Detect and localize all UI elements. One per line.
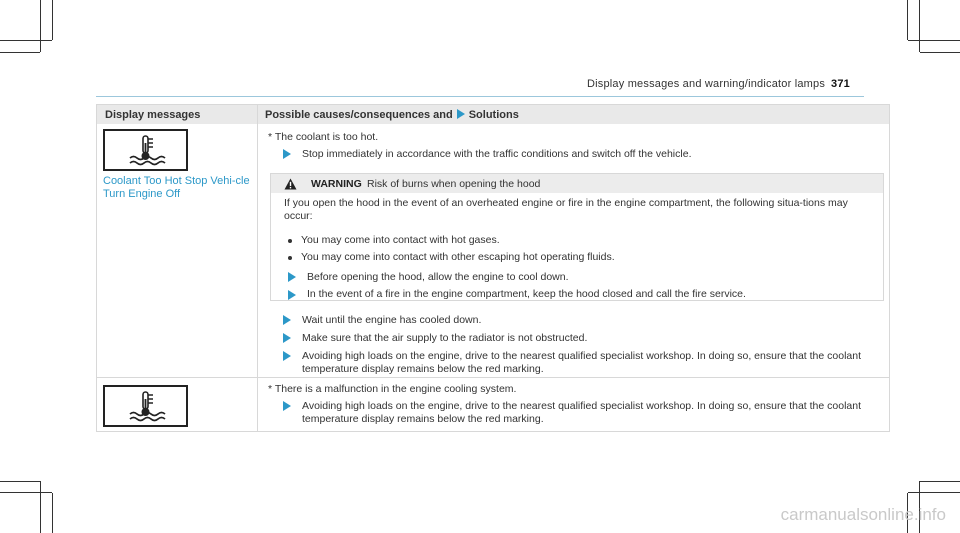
step-text: Avoiding high loads on the engine, drive to the nearest qualified specialist workshop. In doing so, ensure that the coolant temperature display remains below the red marking.: [302, 350, 862, 375]
table-header: [97, 105, 889, 124]
crop-mark: [908, 492, 960, 493]
arrow-right-icon: [288, 272, 296, 282]
warning-bullet: You may come into contact with other escaping hot operating fluids.: [301, 251, 615, 263]
coolant-temperature-icon: [103, 129, 188, 171]
arrow-right-icon: [283, 149, 291, 159]
crop-mark: [907, 0, 908, 40]
warning-step: In the event of a fire in the engine compartment, keep the hood closed and call the fire service.: [307, 288, 746, 300]
running-header: [587, 78, 850, 90]
cause-text: * The coolant is too hot.: [268, 131, 379, 143]
arrow-right-icon: [283, 401, 291, 411]
crop-mark: [920, 52, 960, 53]
warning-bullet: You may come into contact with hot gases.: [301, 234, 500, 246]
warning-step: Before opening the hood, allow the engine to cool down.: [307, 271, 569, 283]
crop-mark: [919, 0, 920, 52]
step-text: Wait until the engine has cooled down.: [302, 314, 482, 326]
col-header-solutions: Solutions: [468, 109, 519, 121]
warning-title: Risk of burns when opening the hood: [367, 178, 541, 190]
warning-title-bar: [271, 174, 883, 193]
header-title: Display messages and warning/indicator lamps: [586, 78, 826, 90]
crop-mark: [40, 481, 41, 533]
crop-mark: [0, 492, 52, 493]
warning-label: WARNING: [311, 178, 362, 190]
page-number: 371: [831, 78, 850, 90]
warning-box: [270, 173, 884, 301]
step-text: Avoiding high loads on the engine, drive to the nearest qualified specialist workshop. In doing so, ensure that the coolant temperature display remains below the red marking.: [302, 400, 862, 425]
watermark: carmanualsonline.info: [780, 505, 946, 524]
step-text: Stop immediately in accordance with the traffic conditions and switch off the vehicle.: [302, 148, 692, 160]
row-divider: [97, 377, 889, 378]
header-rule: [96, 96, 864, 97]
crop-mark: [52, 0, 53, 40]
crop-mark: [0, 481, 40, 482]
crop-mark: [52, 493, 53, 533]
arrow-right-icon: [288, 290, 296, 300]
bullet-dot: [288, 256, 292, 260]
arrow-right-icon: [283, 351, 291, 361]
display-messages-table: [96, 104, 890, 432]
crop-mark: [40, 0, 41, 52]
warning-triangle-icon: [284, 177, 297, 195]
arrow-right-icon: [283, 333, 291, 343]
coolant-temperature-icon: [103, 385, 188, 427]
step-text: Make sure that the air supply to the radiator is not obstructed.: [302, 332, 588, 344]
crop-mark: [920, 481, 960, 482]
warning-body: If you open the hood in the event of an overheated engine or fire in the engine compartment, the following situa-tions may occur:: [284, 197, 848, 222]
arrow-right-icon: [283, 315, 291, 325]
bullet-dot: [288, 239, 292, 243]
column-divider: [257, 105, 258, 431]
col-header-display-messages: Display messages: [105, 109, 201, 121]
arrow-right-icon: [457, 109, 465, 119]
crop-mark: [0, 40, 52, 41]
crop-mark: [908, 40, 960, 41]
col-header-causes-solutions: [265, 109, 519, 121]
crop-mark: [0, 52, 40, 53]
cause-text: * There is a malfunction in the engine cooling system.: [268, 383, 517, 395]
display-message-caption: Coolant Too Hot Stop Vehi-cle Turn Engine Off: [103, 175, 250, 200]
col-header-causes: Possible causes/consequences and: [265, 109, 453, 121]
